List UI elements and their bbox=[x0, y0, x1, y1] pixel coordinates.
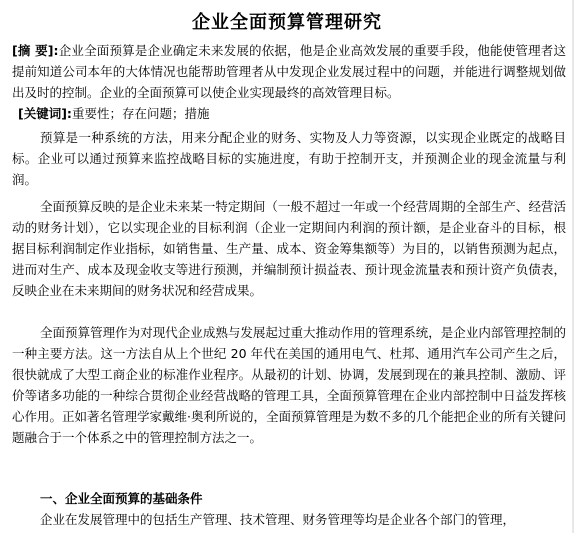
abstract-text: 企业全面预算是企业确定未来发展的依据，他是企业高效发展的重要手段，他能使管理者这提前知道公司本年的大体情况也能帮助管理者从中发现企业发展过程中的问题，并能进行调整规划做出及时的控制。企业的全面预算可以使企业实现最终的高效管理目标。 bbox=[12, 43, 566, 100]
section-heading-1: 一、企业全面预算的基础条件 bbox=[40, 491, 203, 506]
keywords-tag: [关键词]: bbox=[18, 106, 72, 121]
keywords-paragraph bbox=[18, 103, 566, 124]
body-paragraph-4: 企业在发展管理中的包括生产管理、技术管理、财务管理等均是企业各个部门的管理， bbox=[40, 512, 516, 527]
abstract-paragraph bbox=[12, 40, 566, 103]
body-paragraph-1: 预算是一种系统的方法，用来分配企业的财务、实物及人力等资源，以实现企业既定的战略目标。企业可以通过预算来监控战略目标的实施进度，有助于控制开支，并预测企业的现金流量与利润。 bbox=[12, 130, 566, 187]
body-paragraph-2: 全面预算反映的是企业未来某一特定期间（一般不超过一年或一个经营周期的全部生产、经营活动的财务计划），它以实现企业的目标利润（企业一定期间内利润的预计额，是企业奋斗的目标，根据目标利润制定作业指标，如销售量、生产量、成本、资金筹集额等）为目的，以销售预测为起点，进而对生产、成本及现金收支等进行预测，并编制预计损益表、预计现金流量表和预计资产负债表，反映企业在未来期间的财务状况和经营成果。 bbox=[12, 199, 566, 298]
body-paragraph-3: 全面预算管理作为对现代企业成熟与发展起过重大推动作用的管理系统，是企业内部管理控制的一种主要方法。这一方法自从上个世纪 20 年代在美国的通用电气、杜邦、通用汽车公司产生之后，很快就成了大型工商企业的标准作业程序。从最初的计划、协调，发展到现在的兼具控制、激励、评价等诸多功能的一种综合贯彻企业经营战略的管理工具，全面预算管理在企业内部控制中日益发挥核心作用。正如著名管理学家戴维·奥利所说的，全面预算管理是为数不多的几个能把企业的所有关键问题融合于一个体系之中的管理控制方法之一。 bbox=[12, 325, 566, 445]
page-title: 企业全面预算管理研究 bbox=[192, 12, 382, 33]
abstract-tag: [摘 要]: bbox=[12, 43, 59, 58]
keywords-text: 重要性；存在问题；措施 bbox=[71, 106, 210, 121]
